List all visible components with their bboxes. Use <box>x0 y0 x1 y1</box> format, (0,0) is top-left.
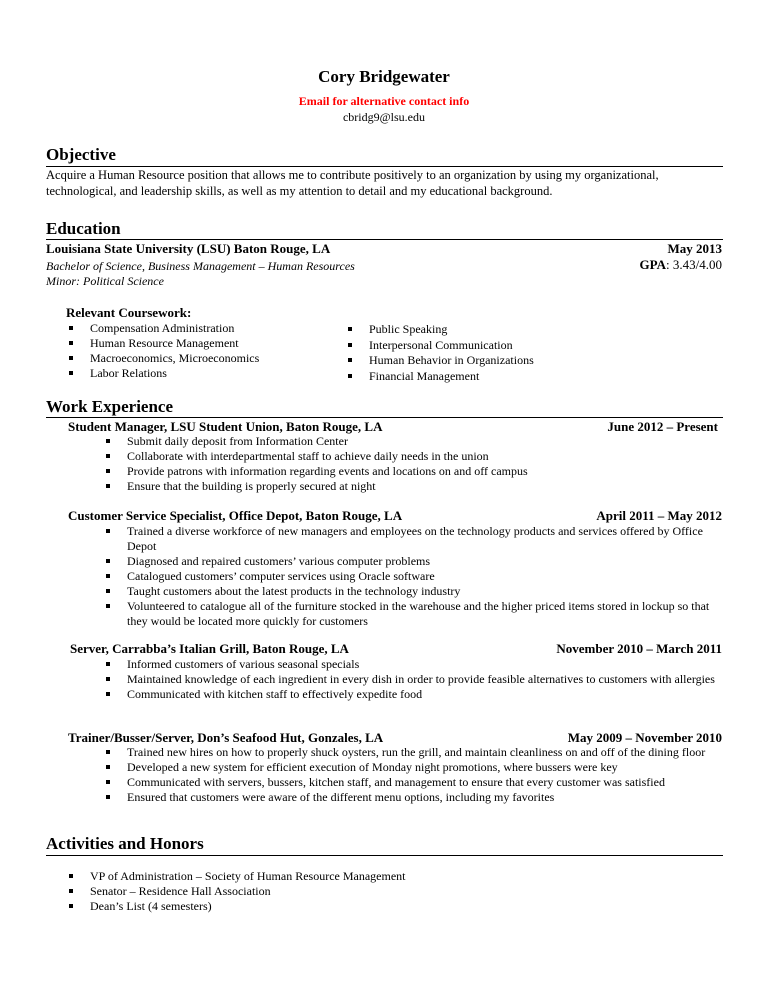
list-item: Trained new hires on how to properly shuck oysters, run the grill, and maintain cleanliness on and off of the dining floor <box>103 745 723 760</box>
job-dates: June 2012 – Present <box>607 419 718 434</box>
job-bullets <box>103 657 723 702</box>
gpa-label: GPA <box>639 257 667 272</box>
list-item: Submit daily deposit from Information Center <box>103 434 723 449</box>
job-bullets <box>103 745 723 805</box>
coursework-list-left <box>66 321 336 381</box>
list-item: Ensure that the building is properly secured at night <box>103 479 723 494</box>
education-rule <box>46 239 723 240</box>
list-item: Interpersonal Communication <box>345 338 615 354</box>
graduation-date: May 2013 <box>667 241 722 256</box>
job-dates: April 2011 – May 2012 <box>596 508 722 523</box>
list-item: Labor Relations <box>66 366 336 381</box>
list-item: Catalogued customers’ computer services using Oracle software <box>103 569 723 584</box>
coursework-heading: Relevant Coursework: <box>66 305 192 320</box>
email-note: Email for alternative contact info <box>298 94 470 108</box>
list-item: Senator – Residence Hall Association <box>66 884 686 899</box>
list-item: Macroeconomics, Microeconomics <box>66 351 336 366</box>
list-item: Diagnosed and repaired customers’ various computer problems <box>103 554 723 569</box>
list-item: Trained a diverse workforce of new managers and employees on the technology products and services offered by Office Depot <box>103 524 723 554</box>
list-item: VP of Administration – Society of Human Resource Management <box>66 869 686 884</box>
list-item: Compensation Administration <box>66 321 336 336</box>
list-item: Developed a new system for efficient execution of Monday night promotions, where bussers were key <box>103 760 723 775</box>
gpa <box>640 257 722 273</box>
candidate-name: Cory Bridgewater <box>318 67 450 86</box>
work-heading: Work Experience <box>46 397 174 416</box>
list-item: Dean’s List (4 semesters) <box>66 899 686 914</box>
degree: Bachelor of Science, Business Management – Human Resources <box>46 259 355 273</box>
list-item: Human Resource Management <box>66 336 336 351</box>
list-item: Financial Management <box>345 369 615 385</box>
education-heading: Education <box>46 219 121 238</box>
list-item: Human Behavior in Organizations <box>345 353 615 369</box>
work-rule <box>46 417 723 418</box>
list-item: Communicated with servers, bussers, kitchen staff, and management to ensure that every customer was satisfied <box>103 775 723 790</box>
list-item: Informed customers of various seasonal specials <box>103 657 723 672</box>
activities-list <box>66 869 686 914</box>
list-item: Public Speaking <box>345 322 615 338</box>
job-dates: May 2009 – November 2010 <box>567 730 722 745</box>
job-title: Server, Carrabba’s Italian Grill, Baton Rouge, LA <box>70 641 349 656</box>
list-item: Maintained knowledge of each ingredient in every dish in order to provide feasible alternatives to customers with allergies <box>103 672 723 687</box>
activities-rule <box>46 855 723 856</box>
activities-heading: Activities and Honors <box>46 834 204 853</box>
coursework-list-right <box>345 322 615 384</box>
list-item: Volunteered to catalogue all of the furniture stocked in the warehouse and the higher priced items stored in lockup so that they would be located more quickly for customers <box>103 599 723 629</box>
objective-text: Acquire a Human Resource position that allows me to contribute positively to an organization by using my organizational, technological, and leadership skills, as well as my attention to detail and my educational background. <box>46 168 659 198</box>
list-item: Taught customers about the latest products in the technology industry <box>103 584 723 599</box>
job-title: Trainer/Busser/Server, Don’s Seafood Hut, Gonzales, LA <box>68 730 384 745</box>
list-item: Provide patrons with information regarding events and locations on and off campus <box>103 464 723 479</box>
school-name: Louisiana State University (LSU) Baton Rouge, LA <box>46 241 331 256</box>
list-item: Collaborate with interdepartmental staff to achieve daily needs in the union <box>103 449 723 464</box>
list-item: Ensured that customers were aware of the different menu options, including my favorites <box>103 790 723 805</box>
minor: Minor: Political Science <box>46 274 164 288</box>
job-title: Customer Service Specialist, Office Depot, Baton Rouge, LA <box>68 508 403 523</box>
email-address[interactable]: cbridg9@lsu.edu <box>342 110 426 124</box>
job-title: Student Manager, LSU Student Union, Baton Rouge, LA <box>68 419 383 434</box>
job-dates: November 2010 – March 2011 <box>556 641 722 656</box>
gpa-value: : 3.43/4.00 <box>666 257 722 272</box>
job-bullets <box>103 434 723 494</box>
job-bullets <box>103 524 723 629</box>
objective-heading: Objective <box>46 145 116 164</box>
list-item: Communicated with kitchen staff to effectively expedite food <box>103 687 723 702</box>
